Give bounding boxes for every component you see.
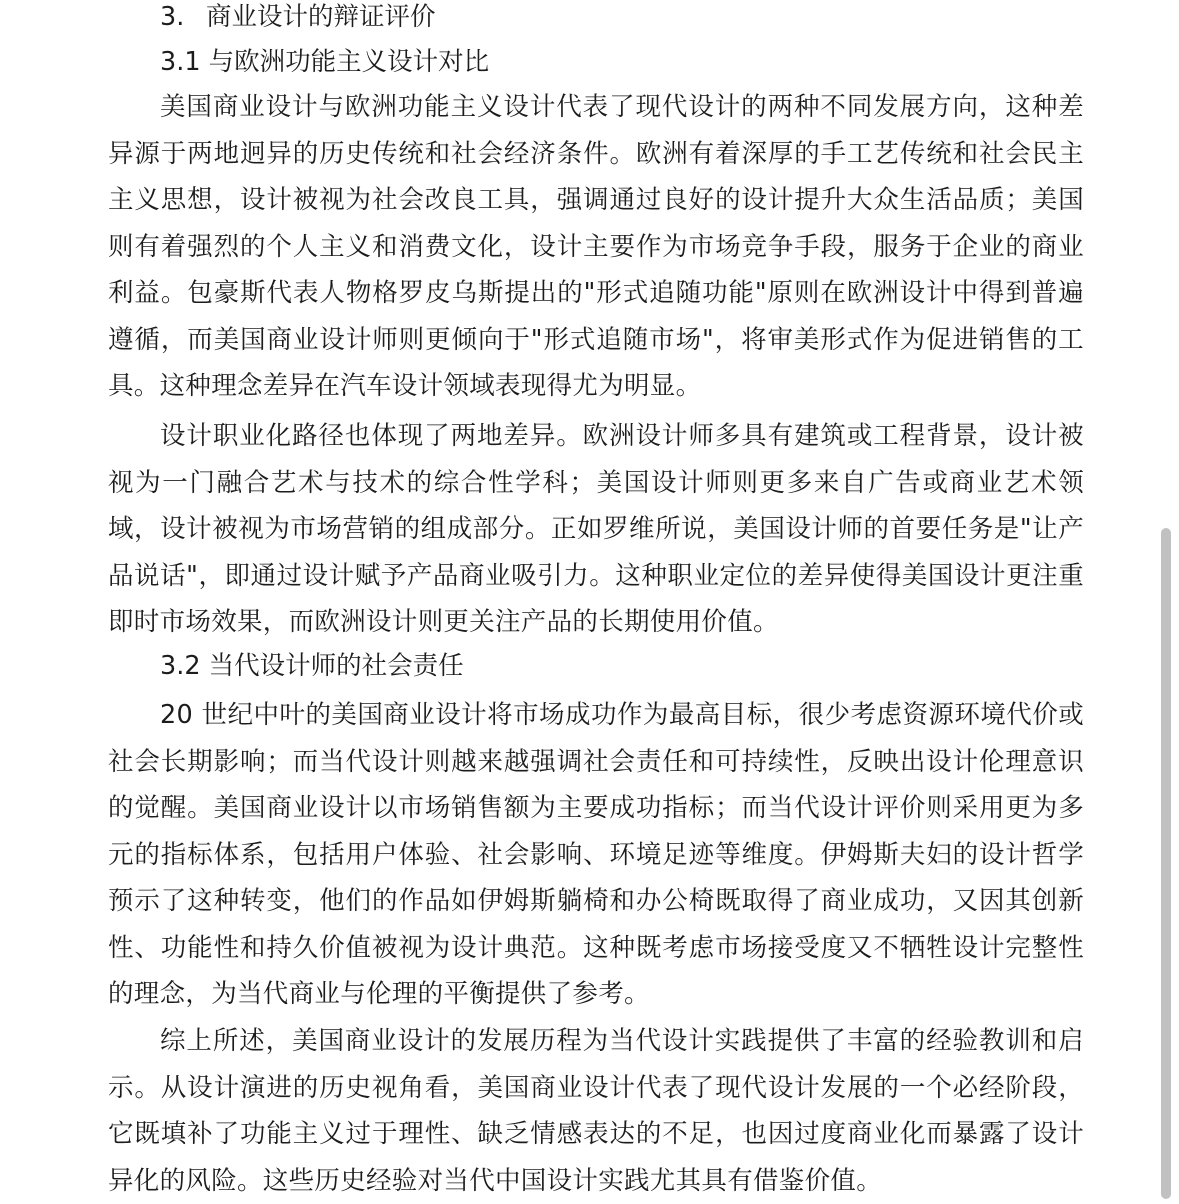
paragraph: 美国商业设计与欧洲功能主义设计代表了现代设计的两种不同发展方向，这种差异源于两地迥异的历史传统和社会经济条件。欧洲有着深厚的手工艺传统和社会民主主义思想，设计被视为社会改良工具，强调通过良好的设计提升大众生活品质；美国则有着强烈的个人主义和消费文化，设计主要作为市场竞争手段，服务于企业的商业利益。包豪斯代表人物格罗皮乌斯提出的"形式追随功能"原则在欧洲设计中得到普遍遵循，而美国商业设计师则更倾向于"形式追随市场"，将审美形式作为促进销售的工具。这种理念差异在汽车设计领域表现得尤为明显。 xyxy=(108,92,1084,401)
subsection-title: 3.2 当代设计师的社会责任 xyxy=(160,651,464,681)
section-title: 商业设计的辩证评价 xyxy=(206,2,436,32)
paragraph: 设计职业化路径也体现了两地差异。欧洲设计师多具有建筑或工程背景，设计被视为一门融合艺术与技术的综合性学科；美国设计师则更多来自广告或商业艺术领域，设计被视为市场营销的组成部分。正如罗维所说，美国设计师的首要任务是"让产品说话"，即通过设计赋予产品商业吸引力。这种职业定位的差异使得美国设计更注重即时市场效果，而欧洲设计则更关注产品的长期使用价值。 xyxy=(108,421,1084,637)
subsection-title: 3.1 与欧洲功能主义设计对比 xyxy=(160,47,490,77)
scrollbar-thumb[interactable] xyxy=(1161,528,1171,1199)
subsection-heading-3-2 xyxy=(160,651,464,681)
section-heading-3 xyxy=(160,2,436,32)
vertical-scrollbar[interactable] xyxy=(1157,0,1179,1199)
paragraph: 综上所述，美国商业设计的发展历程为当代设计实践提供了丰富的经验教训和启示。从设计演进的历史视角看，美国商业设计代表了现代设计发展的一个必经阶段，它既填补了功能主义过于理性、缺乏情感表达的不足，也因过度商业化而暴露了设计异化的风险。这些历史经验对当代中国设计实践尤其具有借鉴价值。 xyxy=(108,1026,1084,1196)
section-number: 3. xyxy=(160,2,185,32)
subsection-heading-3-1 xyxy=(160,47,489,77)
paragraph: 20 世纪中叶的美国商业设计将市场成功作为最高目标，很少考虑资源环境代价或社会长期影响；而当代设计则越来越强调社会责任和可持续性，反映出设计伦理意识的觉醒。美国商业设计以市场销售额为主要成功指标；而当代设计评价则采用更为多元的指标体系，包括用户体验、社会影响、环境足迹等维度。伊姆斯夫妇的设计哲学预示了这种转变，他们的作品如伊姆斯躺椅和办公椅既取得了商业成功，又因其创新性、功能性和持久价值被视为设计典范。这种既考虑市场接受度又不牺牲设计完整性的理念，为当代商业与伦理的平衡提供了参考。 xyxy=(108,700,1084,1009)
